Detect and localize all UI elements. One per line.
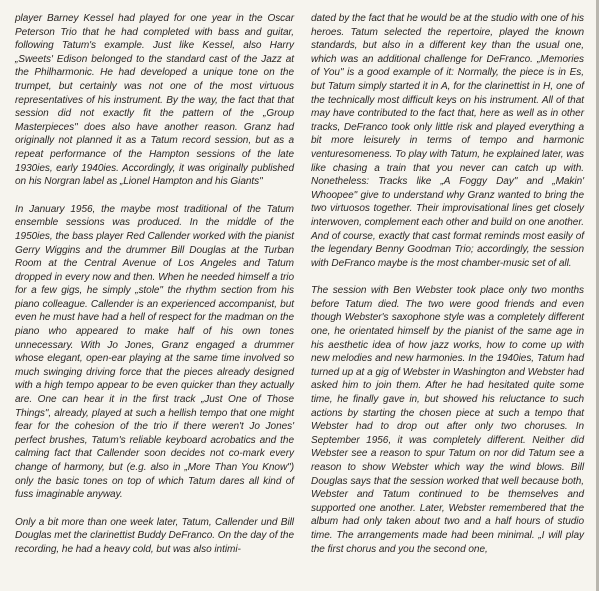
paragraph: player Barney Kessel had played for one year in the Oscar Peterson Trio that he had completed with bass and guitar, following Tatum's example. Just like Kessel, also Harry „Sweets' Edison belonged to the standard cast of the Jazz at the Philharmonic. He had developed a unique tone on the trumpet, but certainly was not one of the most virtuous representatives of his instrument. By the way, the fact that that session did not exactly fit the pattern of the „Group Masterpieces" does also have another reason. Granz had originally not planned it as a Tatum record session, but as a repeat performance of the Hampton sessions of the late 1930ies, early 1940ies. Accordingly, it was originally published on his Norgran label as „Lionel Hampton and his Giants" [15,13,294,188]
paragraph: Only a bit more than one week later, Tatum, Callender und Bill Douglas met the clarinettist Buddy DeFranco. On the day of the recording, he had a heavy cold, but was also intimi- [15,516,294,555]
paragraph: dated by the fact that he would be at the studio with one of his heroes. Tatum selected the repertoire, played the known standards, but also in a different key than the usual one, which was an additional challenge for DeFranco. „Memories of You" is a good example of it: Normally, the piece is in Es, but Tatum simply started it in A, for the clarinettist in H, one of the technically most difficult keys on his instrument. All of that may have contributed to the fact that, here as well as in other tracks, DeFranco took only little risk and played everything a bit more leisurely in terms of tempo and harmonic venturesomeness. To play with Tatum, he explained later, was like chasing a train that you never can catch up with. Nonetheless: Tracks like „A Foggy Day" and „Makin' Whoopee" give to understand why Granz wanted to bring the two virtuosos together. Their improvisational lines get closely interwoven, complement each other and build on one another. And of course, exactly that cast format reminds most easily of the legendary Benny Goodman Trio; accordingly, the session with DeFranco maybe is the most chamber-music set of all. [311,13,584,269]
paragraph: The session with Ben Webster took place only two months before Tatum died. The two were good friends and even though Webster's saxophone style was a completely different one, he orientated himself by the pianist of the same age in his aesthetic idea of how jazz works, how to come up with new melodies and new harmonies. In the 1940ies, Tatum had turned up at a gig of Webster in Washington and Webster had asked him to join them. After he had hesitated quite some time, he finally gave in, but showed his reluctance to such actions by starting the chosen piece at such a tempo that Webster had to drop out after only two choruses. In September 1956, it was completely different. Neither did Webster see a reason to spur Tatum on nor did Tatum see a reason to show Webster which way the wind blows. Bill Douglas says that the session worked that well because both, Webster and Tatum continued to be themselves and supported one another. Later, Webster remembered that the album had only taken about two and a half hours of studio time. The arrangements made had been minimal. „I will play the first chorus and you the second one, [311,285,584,555]
left-text-column [15,12,294,557]
right-text-column [311,12,584,556]
paragraph: In January 1956, the maybe most traditional of the Tatum ensemble sessions was produced. In the middle of the 1950ies, the bass player Red Callender worked with the pianist Gerry Wiggins and the drummer Bill Douglas at the Turban Room at the Central Avenue of Los Angeles and Tatum dropped in every now and then. When he needed himself a trio for a few gigs, he simply „stole" the rhythm section from his piano colleague. Callender is an experienced accompanist, but even he must have had a hell of respect for the madman on the piano who appeared to make half of his own tones unnecessary. With Jo Jones, Granz engaged a drummer whose elegant, open-ear playing at the same time involved so much swinging driving force that the pieces already designed with a high tempo appear to be even quicker than they actually are. One can hear it in the first track „Just One of Those Things", already, played at such a hellish tempo that one might fear for the cohesion of the trio if there weren't Jo Jones' perfect brushes, Tatum's reliable keyboard acrobatics and the calming fact that Callender soon decides not co-mark every change of harmony, but (e.g. also in „More Than You Know") only the basic tones on top of which Tatum dares all kind of fuss imaginable anyway. [15,203,294,501]
